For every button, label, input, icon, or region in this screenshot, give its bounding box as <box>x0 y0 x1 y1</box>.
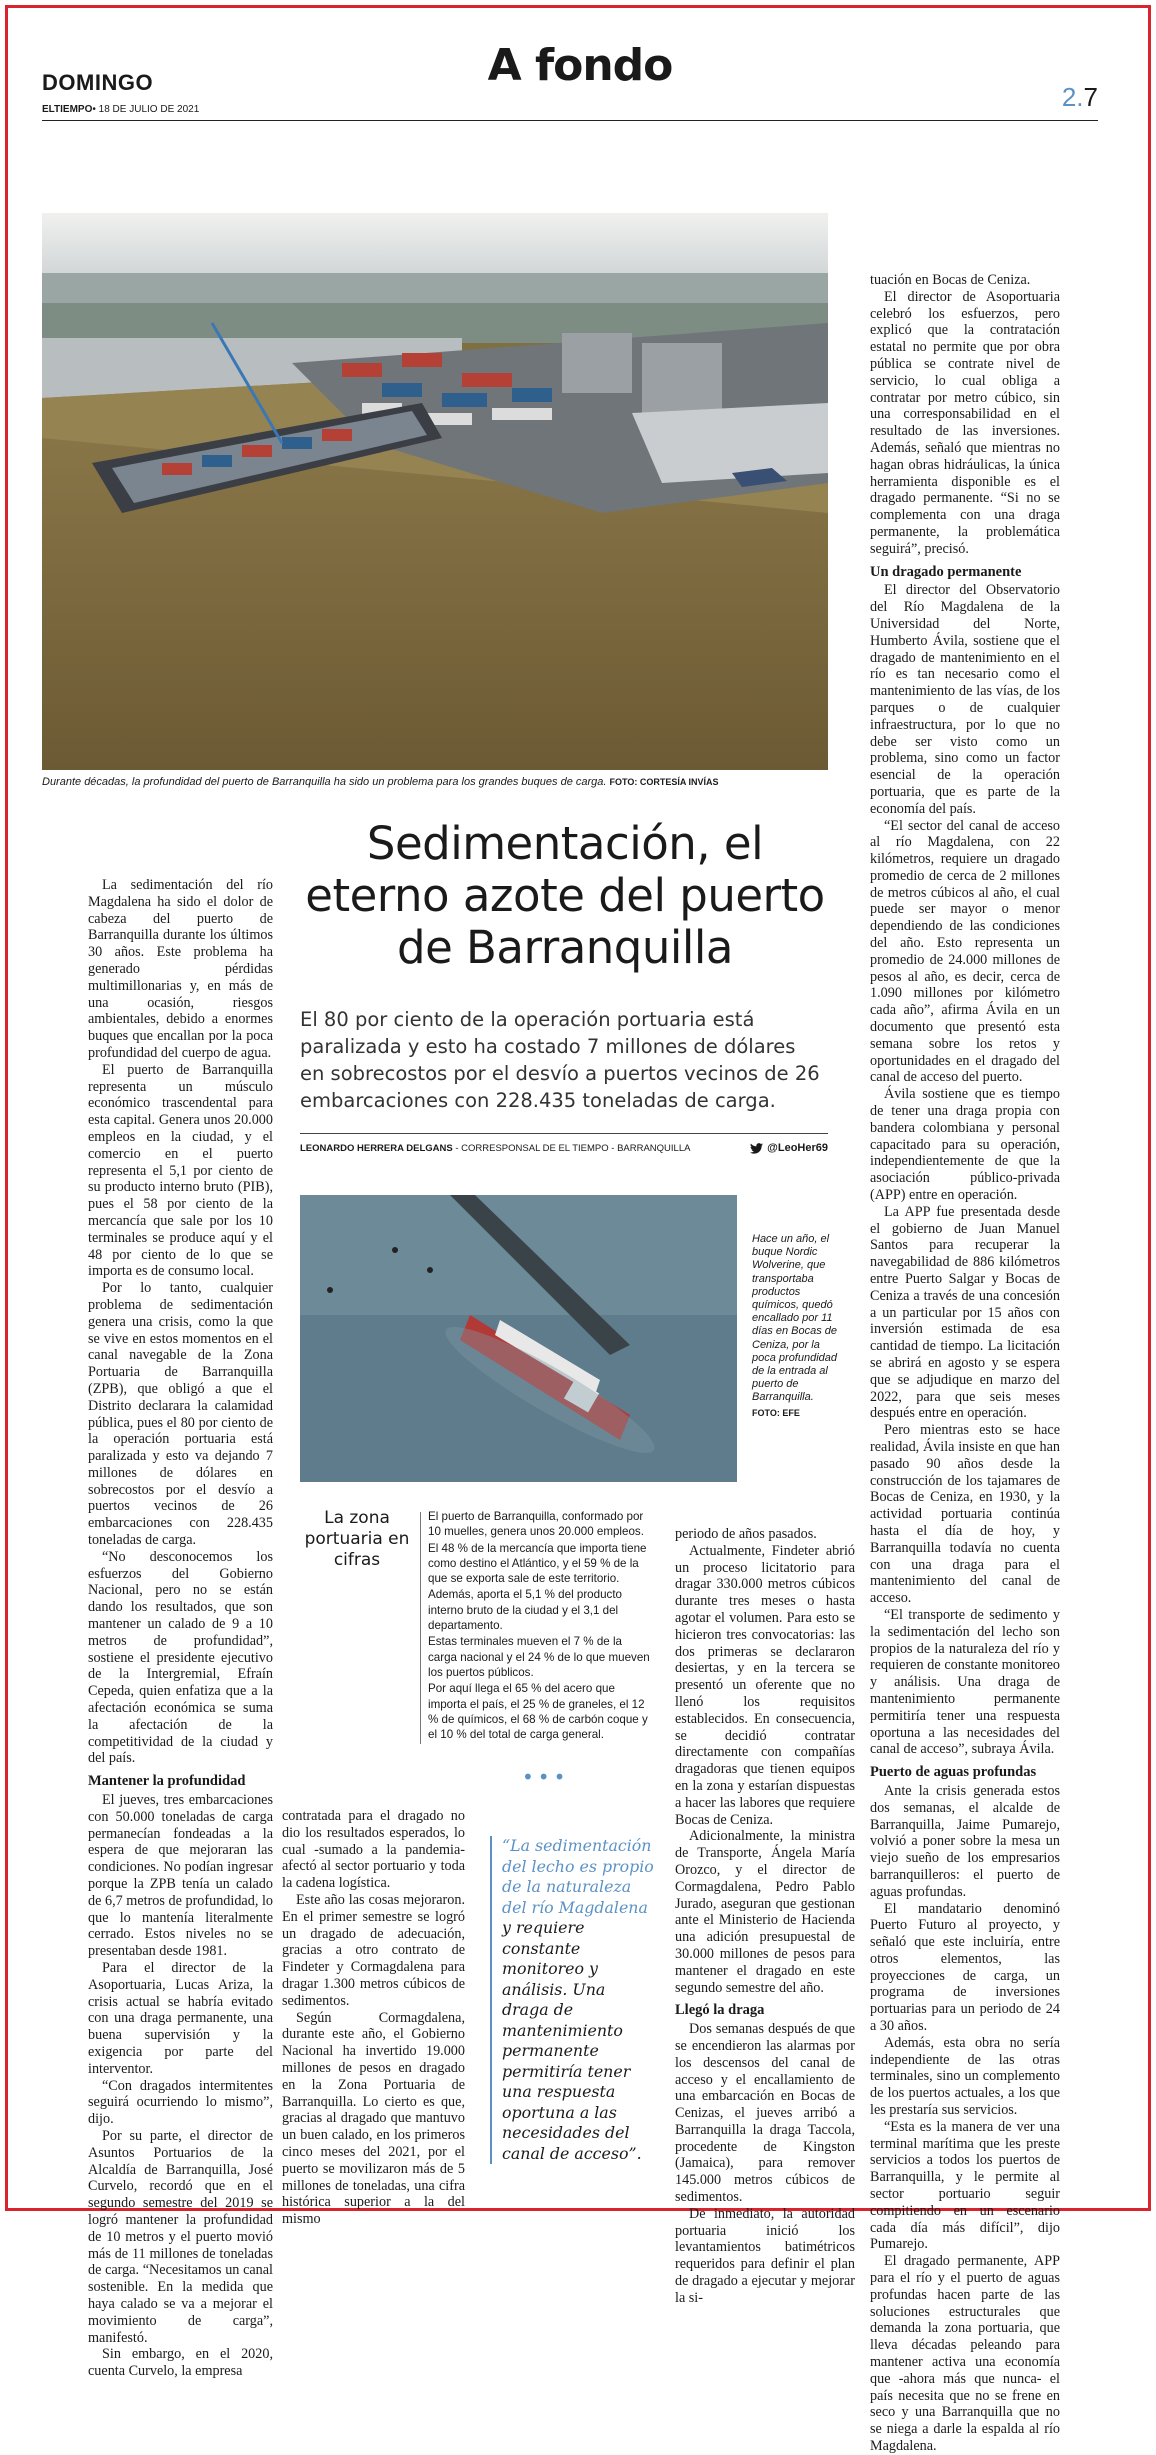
paragraph: contratada para el dragado no dio los resultados esperados, lo cual -sumado a la pandemia- afectó al sector portuario y toda la cadena logística. <box>282 1808 465 1892</box>
infobox-title: La zona portuaria en cifras <box>304 1508 410 1570</box>
paragraph: tuación en Bocas de Ceniza. <box>870 272 1031 288</box>
paragraph: “Esta es la manera de ver una terminal marítima que les preste servicios a todos los puertos de Barranquilla, y le permite al sector portuario seguir compitiendo en un escenario cada día más difícil”, dijo Pumarejo. <box>870 2118 1060 2253</box>
twitter-handle-text: @LeoHer69 <box>767 1142 828 1154</box>
main-photo-credit: FOTO: CORTESÍA INVÍAS <box>609 777 719 787</box>
twitter-handle[interactable] <box>750 1142 828 1154</box>
main-photo-caption <box>42 776 828 788</box>
paragraph: Para el director de la Asoportuaria, Lucas Ariza, la crisis actual se habría evitado con una draga permanente, una buena supervisión y la exigencia por parte del interventor. <box>88 1960 273 2077</box>
infobox-divider <box>420 1512 421 1744</box>
section-label: DOMINGO <box>42 70 154 95</box>
main-photo-caption-text: Durante décadas, la profundidad del puerto de Barranquilla ha sido un problema para los grandes buques de carga. <box>42 776 607 788</box>
infobox-item: Además, aporta el 5,1 % del producto interno bruto de la ciudad y el 3,1 del departamento. <box>428 1588 622 1633</box>
paragraph: El director de Asoportuaria celebró los esfuerzos, pero explicó que la contratación estatal no permite que por obra pública se contrate nivel de servicio, lo cual obliga a contratar por metro cúbico, sin una corresponsabilidad en el resultado de las inversiones. Además, señaló que mientras no hagan obras hidráulicas, la única herramienta disponible es el dragado permanente. “Si no se complementa con una draga permanente, la problemática seguirá”, precisó. <box>870 288 1060 557</box>
infobox-list <box>428 1509 653 1743</box>
edition-date <box>42 104 199 115</box>
paragraph: Ávila sostiene que es tiempo de tener una draga propia con bandera colombiana y personal capacitado para su operación, independientemente de que la asociación público-privada (APP) entre en operación. <box>870 1086 1060 1204</box>
author-name: LEONARDO HERRERA DELGANS <box>300 1142 453 1154</box>
ship-photo-caption-text: Hace un año, el buque Nordic Wolverine, que transportaba productos químicos, quedó encallado por 11 días en Bocas de Ceniza, por la poca profundidad de la entrada al puerto de Barranquilla. <box>752 1233 838 1404</box>
paragraph: Actualmente, Findeter abrió un proceso licitatorio para dragar 330.000 metros cúbicos durante tres meses o hasta agotar el volumen. Para esto se hicieron tres convocatorias: las dos primeras se declararon desiertas, y en la tercera se presentó un oferente que no llenó los requisitos establecidos. En consecuencia, se decidió contratar directamente con compañías dragadoras que tienen equipos en la zona y estarían dispuestas a hacer las labores que requiere Bocas de Ceniza. <box>675 1542 855 1828</box>
byline-author <box>300 1143 690 1154</box>
paragraph: Este año las cosas mejoraron. En el primer semestre se logró un dragado de adecuación, gracias a otro contrato de Findeter y Cormagdalena para dragar 1.300 metros cúbicos de sedimentos. <box>282 1891 465 2009</box>
paragraph: El puerto de Barranquilla representa un músculo económico trascendental para esta capital. Genera unos 20.000 empleos en la ciudad, y el comercio en el puerto representa el 5,1 por ciento de su producto interno bruto (PIB), pues el 58 por ciento de la mercancía que sale por los 10 terminales se produce aquí y el 48 por ciento de lo que se importa es de consumo local. <box>88 1061 273 1280</box>
pull-quote-highlight: “La sedimentación del lecho es propio de la naturaleza del río Magdalena <box>502 1836 654 1917</box>
infobox-item: Estas terminales mueven el 7 % de la carga nacional y el 24 % de lo que mueven los puertos públicos. <box>428 1635 650 1679</box>
paragraph: El director del Observatorio del Río Magdalena de la Universidad del Norte, Humberto Ávila, sostiene que el dragado de mantenimiento en el río es tan necesario como el mantenimiento de las vías, de los parques o de cualquier infraestructura, por lo que no debe ser visto como un problema, sino como un factor esencial de la operación portuaria, que es parte de la economía del país. <box>870 582 1060 817</box>
paragraph: Ante la crisis generada estos dos semanas, el alcalde de Barranquilla, Jaime Pumarejo, volvió a poner sobre la mesa un viejo sueño de los empresarios barranquilleros: el puerto de aguas profundas. <box>870 1782 1060 1900</box>
author-role: - CORRESPONSAL DE EL TIEMPO - BARRANQUILLA <box>452 1142 691 1154</box>
ship-photo-caption <box>752 1233 844 1420</box>
article-headline: Sedimentación, el eterno azote del puerto de Barranquilla <box>305 817 825 974</box>
paragraph: El mandatario denominó Puerto Futuro al proyecto, y señaló que este incluiría, entre otros elementos, las proyecciones de carga, un programa de inversiones portuarias para un periodo de 24 a 30 años. <box>870 1900 1060 2035</box>
paragraph: “No desconocemos los esfuerzos del Gobierno Nacional, pero no se están dando los resultados, que son mantener un calado de 9 a 10 metros de profundidad”, sostiene el presidente ejecutivo de la Intergremial, Efraín Cepeda, quien enfatiza que a la afectación económica se suma la afectación de la competitividad de la ciudad y del país. <box>88 1548 273 1767</box>
body-column-4 <box>870 272 1060 2455</box>
page-section-number: 2. <box>1061 82 1084 112</box>
body-column-3 <box>675 1526 855 2307</box>
page-number-value: 7 <box>1083 82 1098 112</box>
paragraph: Por lo tanto, cualquier problema de sedimentación genera una crisis, como la que se vive en estos momentos en el canal navegable de la Zona Portuaria de Barranquilla (ZPB), que obligó a que el Distrito declarara la calamidad pública, pues el 80 por ciento de la operación portuaria está paralizada y esto va dejando 7 millones de dólares en sobrecostos por el desvío a puertos vecinos de 26 embarcaciones con 228.435 toneladas de carga. <box>88 1280 273 1549</box>
paragraph: El jueves, tres embarcaciones con 50.000 toneladas de carga permanecían fondeadas a la espera de que mejoraran las condiciones. No podían ingresar porque la ZPB tenía un calado de 6,7 metros de profundidad, lo que lo mantenía literalmente cerrado. Estos niveles no se presentaban desde 1981. <box>88 1792 273 1960</box>
infobox-item: Por aquí llega el 65 % del acero que importa el país, el 25 % de graneles, el 12 % de químicos, el 68 % de carbón coque y el 10 % del total de carga general. <box>428 1682 648 1742</box>
header-rule <box>42 120 1098 121</box>
paragraph: De inmediato, la autoridad portuaria inició los levantamientos batimétricos requeridos para definir el plan de dragado a ejecutar y mejorar la si- <box>675 2205 855 2306</box>
paragraph: “El sector del canal de acceso al río Magdalena, con 22 kilómetros, requiere un dragado promedio de cerca de 2 millones de metros cúbicos al año, el cual puede ser mayor o menor dependiendo de las condiciones del año. Esto representa un promedio de 24.000 millones de pesos al año, es decir, cerca de 1.090 millones por kilómetro cada año”, afirma Ávila en un documento que presentó esta semana sobre los retos y oportunidades en el dragado del canal de acceso del puerto. <box>870 817 1060 1086</box>
paragraph: El dragado permanente, APP para el río y el puerto de aguas profundas hacen parte de las soluciones estructurales que demanda la zona portuaria, que lleva décadas peleando para mantener activa una economía que -ahora más que nunca- el país necesita que no se frene en seco y una Barranquilla que no se niega a darle la espalda al río Magdalena. <box>870 2253 1060 2454</box>
body-column-1-top <box>88 877 273 2380</box>
article-dek: El 80 por ciento de la operación portuaria está paralizada y esto ha costado 7 millones de dólares en sobrecostos por el desvío a puertos vecinos de 26 embarcaciones con 228.435 toneladas de carga. <box>300 1008 820 1112</box>
paragraph: “Con dragados intermitentes seguirá ocurriendo lo mismo”, dijo. <box>88 2077 273 2128</box>
paragraph: Por su parte, el director de Asuntos Portuarios de la Alcaldía de Barranquilla, José Curvelo, recordó que en el segundo semestre del 2019 se logró mantener la profundidad de 10 metros y el puerto movió más de 11 millones de toneladas de carga. “Necesitamos un canal sostenible. En la medida que haya calado se va a mejorar el movimiento de carga”, manifestó. <box>88 2127 273 2346</box>
paragraph: Sin embargo, en el 2020, cuenta Curvelo, la empresa <box>88 2346 273 2380</box>
paragraph: Adicionalmente, la ministra de Transporte, Ángela María Orozco, y el director de Cormagdalena, Pedro Pablo Jurado, aseguran que gestionan ante el Ministerio de Hacienda una adición presupuestal de 30.000 millones de pesos para mantener el dragado en este segundo semestre del año. <box>675 1828 855 1996</box>
paragraph: Dos semanas después de que se encendieron las alarmas por los descensos del canal de acceso y el encallamiento de una embarcación en Bocas de Cenizas, el jueves arribó a Barranquilla la draga Taccola, procedente de Kingston (Jamaica), para remover 145.000 metros cúbicos de sedimentos. <box>675 2021 855 2206</box>
paragraph: periodo de años pasados. <box>675 1526 817 1542</box>
paragraph: Según Cormagdalena, durante este año, el Gobierno Nacional ha invertido 19.000 millones de pesos en dragado en la Zona Portuaria de Barranquilla. Lo cierto es que, gracias al dragado que mantuvo un buen calado, en los primeros cinco meses del 2021, por el puerto se movilizaron más de 5 millones de toneladas, una cifra histórica superior a la del mismo <box>282 2009 465 2228</box>
byline <box>300 1133 828 1154</box>
subhead: Mantener la profundidad <box>88 1773 246 1790</box>
ship-photo-credit: FOTO: EFE <box>752 1407 800 1418</box>
pull-quote-rest: y requiere constante monitoreo y análisis. Una draga de mantenimiento permanente permitiría tener una respuesta oportuna a las necesidades del canal de acceso”. <box>502 1918 642 2163</box>
pull-quote <box>490 1836 655 2164</box>
section-divider-dots: ••• <box>522 1765 570 1789</box>
paragraph: La sedimentación del río Magdalena ha sido el dolor de cabeza del puerto de Barranquilla durante los últimos 30 años. Este problema ha generado pérdidas multimillonarias y, en más de una ocasión, riesgos ambientales, debido a enormes buques que encallan por la poca profundidad del cuerpo de agua. <box>88 877 273 1061</box>
paragraph: Pero mientras esto se hace realidad, Ávila insiste en que han pasado 90 años desde la construcción de los tajamares de Bocas de Ceniza, en 1930, y la actividad portuaria continúa hasta el día de hoy, y Barranquilla todavía no cuenta con una draga para el mantenimiento del canal de acceso. <box>870 1422 1060 1607</box>
paragraph: “El transporte de sedimento y la sedimentación del lecho son propios de la naturaleza del río y requieren de constante monitoreo y análisis. Una draga de mantenimiento permanente permitiría tener una respuesta oportuna a las necesidades del canal de acceso”, subraya Ávila. <box>870 1606 1060 1758</box>
subhead: Puerto de aguas profundas <box>870 1764 1037 1781</box>
page-section-title: A fondo <box>487 40 673 91</box>
main-photo-port <box>42 213 828 770</box>
subhead: Un dragado permanente <box>870 563 1022 580</box>
date-label: • 18 DE JULIO DE 2021 <box>92 104 200 115</box>
body-column-2 <box>282 1808 465 2228</box>
twitter-bird-icon <box>750 1143 763 1154</box>
infobox-item: El 48 % de la mercancía que importa tiene como destino el Atlántico, y el 59 % de la que se exporta sale de este territorio. <box>428 1541 647 1586</box>
infobox-item: El puerto de Barranquilla, conformado por 10 muelles, genera unos 20.000 empleos. <box>428 1510 644 1539</box>
subhead: Llegó la draga <box>675 2002 765 2019</box>
page-number <box>1062 82 1098 113</box>
ship-photo <box>300 1195 737 1482</box>
paragraph: Además, esta obra no sería independiente de las otras terminales, sino un complemento de los puertos actuales, a los que les prestaría sus servicios. <box>870 2034 1060 2119</box>
brand-label: ELTIEMPO <box>42 104 93 115</box>
paragraph: La APP fue presentada desde el gobierno de Juan Manuel Santos para recuperar la navegabilidad de 886 kilómetros entre Puerto Salgar y Bocas de Ceniza a través de una concesión a un particular por 15 años con inversión estimada de esa cantidad de tiempo. La licitación se abrirá en agosto y se espera que se adjudique en marzo del 2022, para que seis meses después entre en operación. <box>870 1203 1060 1422</box>
